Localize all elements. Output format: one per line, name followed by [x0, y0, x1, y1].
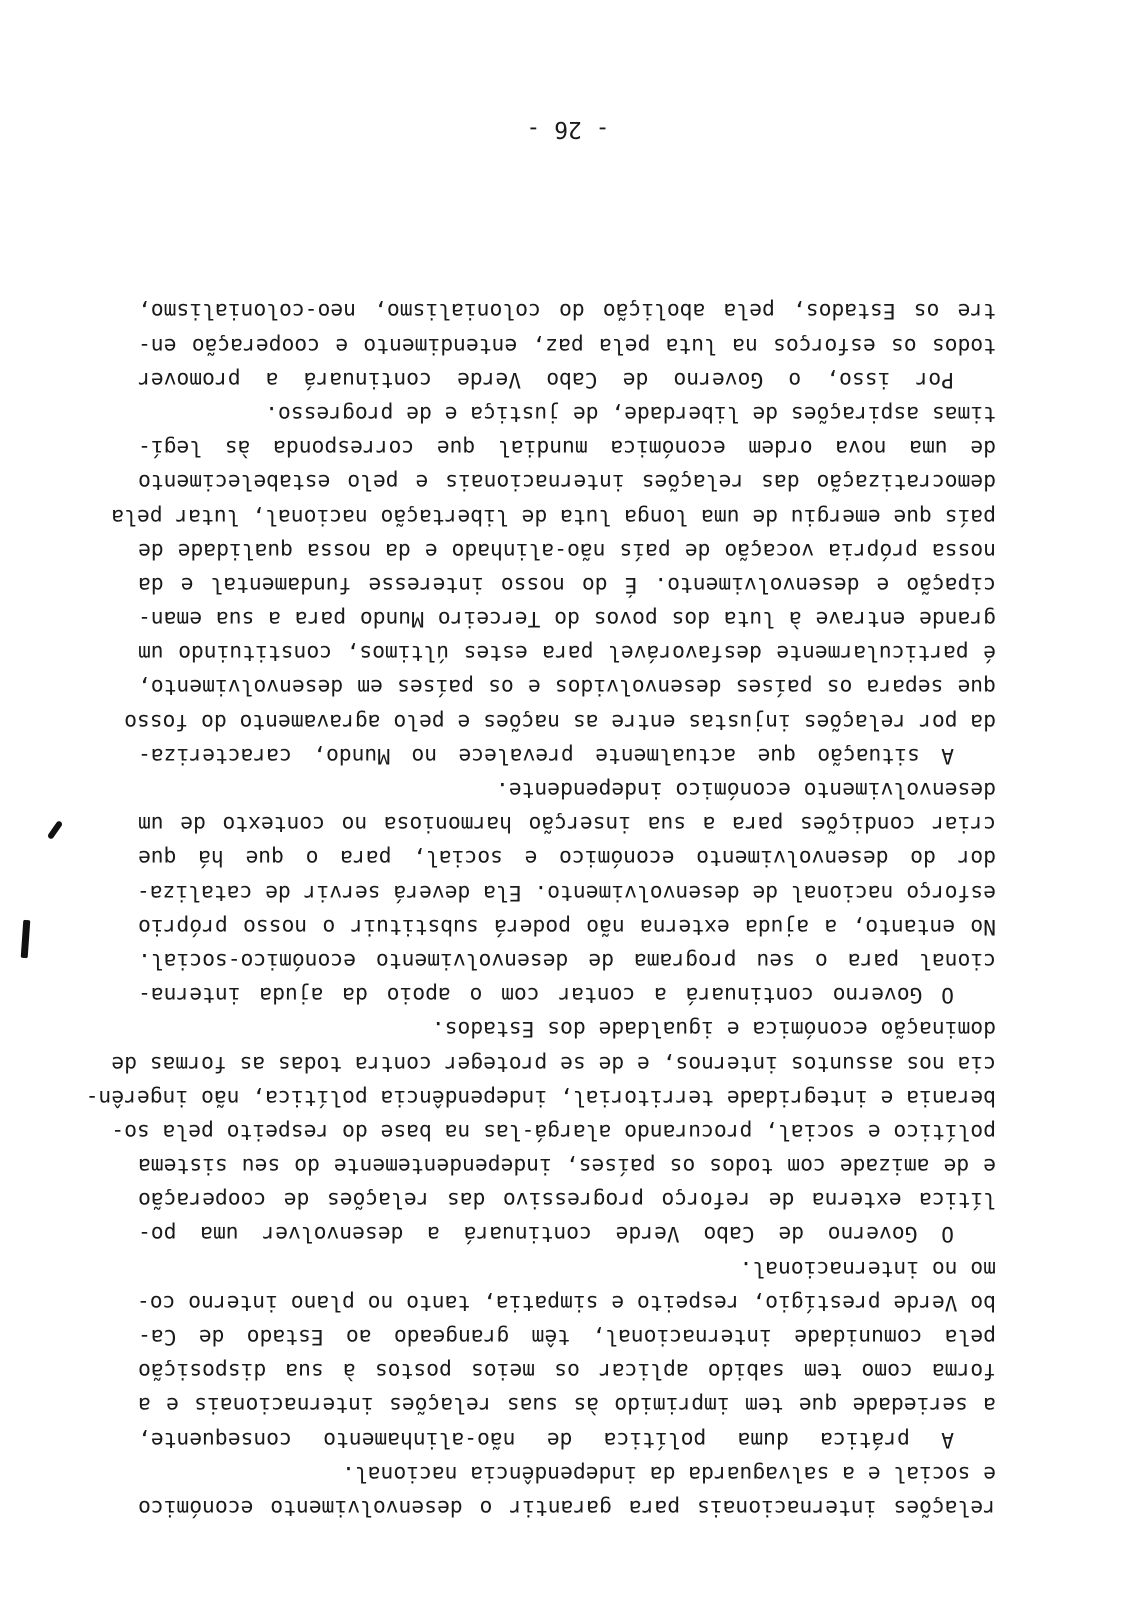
- text-line: cional para o seu programa de desenvolvimento económico-social.: [138, 948, 996, 973]
- text-line: bo Verde prestígio, respeito e simpatia, tanto no plano interno co-: [136, 1289, 996, 1315]
- text-line: nossa própria vocação de país não-alinhado e da nossa qualidade de: [138, 537, 996, 563]
- text-line: mo no internacional.: [739, 1255, 996, 1281]
- text-line: berania e integridade territorial, independência política, não ingerên-: [85, 1084, 996, 1110]
- text-line: O Governo continuará a contar com o apoio da ajuda interna-: [138, 982, 954, 1008]
- text-line: da por relações injustas entre as nações e pelo agravamento do fosso: [124, 708, 996, 734]
- text-line: forma como tem sabido aplicar os meios postos à sua disposição: [138, 1358, 996, 1384]
- text-line: A prática duma política de não-alinhamento consequente,: [138, 1426, 954, 1452]
- text-line: relações internacionais para garantir o desenvolvimento económico: [138, 1495, 996, 1520]
- text-line: cipação e desenvolvimento. É do nosso interesse fundamental e da: [138, 571, 996, 597]
- text-line: democratização das relações internacionais e pelo estabelecimento: [138, 469, 996, 495]
- text-line: país que emergiu de uma longa luta de libertação nacional, lutar pela: [111, 503, 996, 529]
- text-line: é particularmente desfavorável para estes últimos, constituindo um: [138, 640, 996, 666]
- text-line: todos os esforços na luta pela paz, entendimento e cooperação en-: [138, 332, 996, 358]
- text-line: que separa os países desenvolvidos e os países em desenvolvimento,: [138, 674, 996, 700]
- text-line: timas aspirações de liberdade, de justiça e de progresso.: [265, 401, 996, 426]
- text-line: e social e a salvaguarda da independência nacional.: [342, 1460, 996, 1486]
- text-line: cia nos assuntos internos, e de se proteger contra todas as formas de: [111, 1050, 996, 1076]
- text-line: Por isso, o Governo de Cabo Verde continuará a promover: [138, 366, 954, 392]
- text-line: e de amizade com todos os países, independentemente do seu sistema: [138, 1153, 996, 1179]
- text-line: esforço nacional de desenvolvimento. Ela deverá servir de cataliza-: [136, 879, 996, 905]
- text-line: No entanto, a ajuda externa não poderá substituir o nosso próprio: [138, 913, 996, 939]
- text-line: a seriedade que tem imprimido às suas relações internacionais e a: [138, 1392, 996, 1418]
- text-line: criar condições para a sua inserção harmoniosa no contexto de um: [138, 811, 996, 837]
- text-line: grande entrave à luta dos povos do Terceiro Mundo para a sua eman-: [138, 606, 996, 632]
- page-number: - 26 -: [526, 116, 610, 142]
- body-text: [85, 293, 996, 1524]
- text-line: pela comunidade internacional, têm grangeado ao Estado de Ca-: [138, 1324, 996, 1350]
- text-line: dominação económica e igualdade dos Estados.: [431, 1016, 996, 1042]
- text-line: O Governo de Cabo Verde continuará a desenvolver uma po-: [138, 1221, 954, 1247]
- text-line: político e social, procurando alargá-las na base do respeito pela so-: [111, 1118, 996, 1144]
- text-line: lítica externa de reforço progressivo das relações de cooperação: [138, 1187, 996, 1213]
- text-line: dor do desenvolvimento económico e social, para o que há que: [138, 845, 996, 871]
- text-line: tre os Estados, pela abolição do colonialismo, neo-colonialismo,: [138, 298, 996, 324]
- text-line: de uma nova ordem económica mundial que corresponda às legí-: [138, 435, 996, 461]
- text-line: desenvolvimento económico independente.: [495, 777, 996, 803]
- text-line: A situação que actualmente prevalece no Mundo, caracteriza-: [138, 742, 954, 768]
